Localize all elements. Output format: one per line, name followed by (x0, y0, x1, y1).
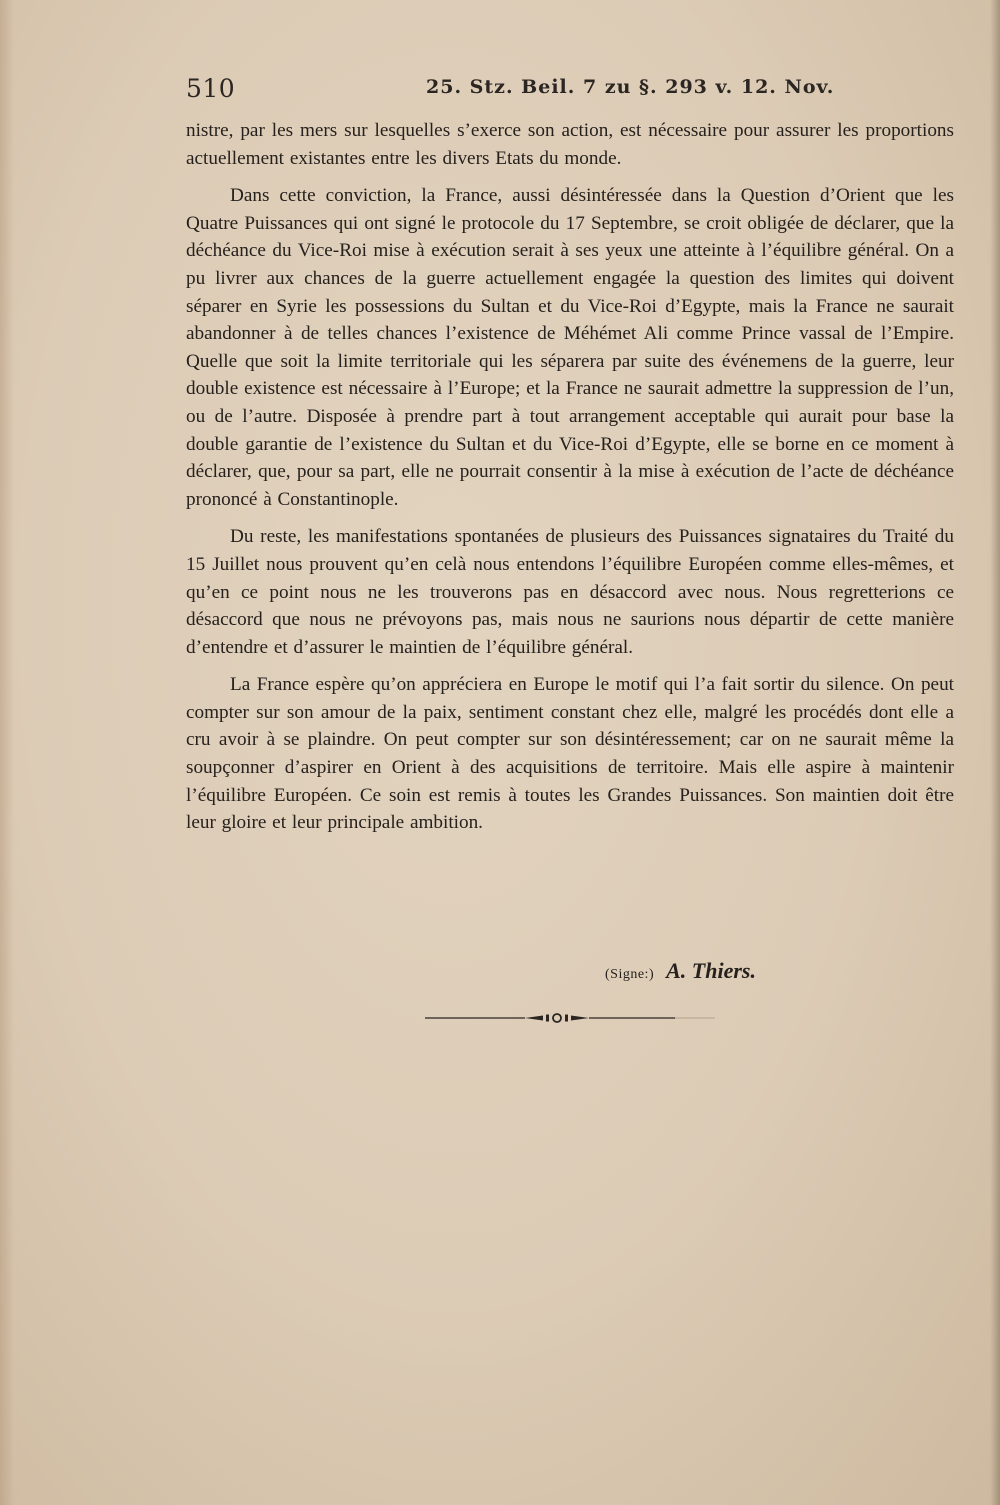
paragraph: La France espère qu’on appréciera en Europe le motif qui l’a fait sortir du silence. On peut compter sur son amour de la paix, sentiment constant chez elle, malgré les procédés dont elle a cru avoir à se plaindre. On peut compter sur son désintéressement; car on ne saurait même la soupçonner d’aspirer en Orient à des acquisitions de territoire. Mais elle aspire à maintenir l’équilibre Européen. Ce soin est remis à toutes les Grandes Puissances. Son maintien doit être leur gloire et leur principale ambition. (186, 674, 954, 834)
signature (605, 958, 756, 984)
closing-ornament (425, 1010, 715, 1026)
paragraph: Du reste, les manifestations spontanées de plusieurs des Puissances signataires du Traité du 15 Juillet nous prouvent qu’en celà nous entendons l’équilibre Européen comme elles-mêmes, et qu’en ce point nous ne les trouverons pas en désaccord avec nous. Nous regretterions ce désaccord que nous ne prévoyons pas, mais nous ne saurions nous départir de cette manière d’entendre et d’assurer le maintien de l’équilibre général. (186, 526, 954, 658)
signature-name: A. Thiers. (666, 958, 756, 983)
page-number: 510 (186, 74, 236, 103)
page-edge-shadow-right (990, 0, 1000, 1505)
running-head: 25. Stz. Beil. 7 zu §. 293 v. 12. Nov. (426, 76, 835, 98)
signature-label: (Signe:) (605, 967, 655, 982)
paragraph-continuation: nistre, par les mers sur lesquelles s’exerce son action, est nécessaire pour assurer les proportions actuellement existantes entre les divers Etats du monde. (186, 120, 954, 169)
body-text (186, 117, 954, 847)
page-edge-shadow-left (0, 0, 14, 1505)
paragraph: Dans cette conviction, la France, aussi désintéressée dans la Question d’Orient que les Quatre Puissances qui ont signé le protocole du 17 Septembre, se croit obligée de déclarer, que la déchéance du Vice-Roi mise à exécution serait à ses yeux une atteinte à l’équilibre général. On a pu livrer aux chances de la guerre actuellement engagée la question des limites qui doivent séparer en Syrie les possessions du Sultan et du Vice-Roi d’Egypte, mais la France ne saurait abandonner à de telles chances l’existence de Méhémet Ali comme Prince vassal de l’Empire. Quelle que soit la limite territoriale qui les séparera par suite des événemens de la guerre, leur double existence est nécessaire à l’Europe; et la France ne saurait admettre la suppression de l’un, ou de l’autre. Disposée à prendre part à tout arrangement acceptable qui aurait pour base la double garantie de l’existence du Sultan et du Vice-Roi d’Egypte, elle se borne en ce moment à déclarer, que, pour sa part, elle ne pourrait consentir à la mise à exécution de l’acte de déchéance prononcé à Constantinople. (186, 185, 954, 510)
page-header (186, 70, 956, 104)
